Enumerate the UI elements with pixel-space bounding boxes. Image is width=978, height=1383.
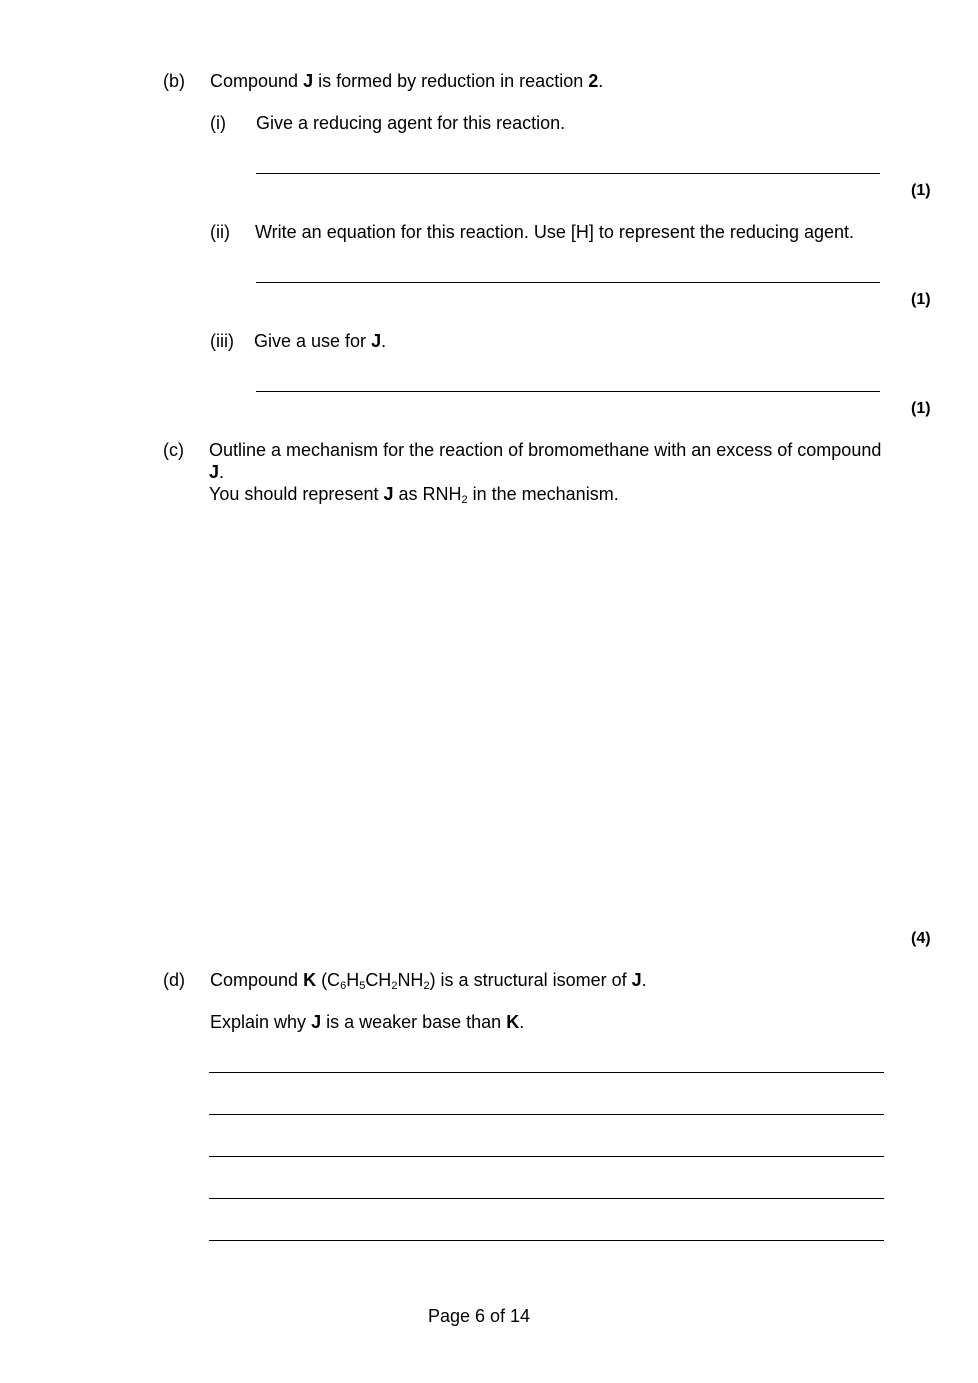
- part-d-stem: Compound K $(C_6H_5CH_2NH_2)$ is a structural isomer of J.: [210, 970, 647, 992]
- part-b-i-label: (i): [210, 113, 226, 133]
- answer-line-d-2[interactable]: [209, 1114, 884, 1115]
- answer-line-d-4[interactable]: [209, 1198, 884, 1199]
- part-c-line2: J.: [209, 462, 225, 482]
- part-d-label: (d): [163, 970, 185, 990]
- marks-c: (4): [911, 930, 931, 947]
- part-c-line3: You should represent J as $RNH_2$ in the mechanism.: [209, 484, 619, 506]
- part-b-iii-question: Give a use for J.: [254, 331, 387, 351]
- answer-line-b-iii[interactable]: [256, 391, 880, 392]
- part-d-explain: Explain why J is a weaker base than K.: [210, 1012, 525, 1032]
- answer-line-b-i[interactable]: [256, 173, 880, 174]
- part-b-ii-question: Write an equation for this reaction. Use [H] to represent the reducing agent.: [255, 222, 855, 242]
- answer-line-d-3[interactable]: [209, 1156, 884, 1157]
- mechanism-answer-space[interactable]: [209, 515, 885, 915]
- part-b-label: (b): [163, 71, 185, 91]
- part-b-ii-label: (ii): [210, 222, 230, 242]
- part-c-line1: Outline a mechanism for the reaction of bromomethane with an excess of compound: [209, 440, 882, 460]
- answer-line-d-5[interactable]: [209, 1240, 884, 1241]
- part-b-i-question: Give a reducing agent for this reaction.: [256, 113, 566, 133]
- page-number: Page 6 of 14: [427, 1306, 531, 1326]
- marks-b-ii: (1): [911, 291, 931, 308]
- answer-line-b-ii[interactable]: [256, 282, 880, 283]
- part-b-iii-label: (iii): [210, 331, 234, 351]
- marks-b-i: (1): [911, 182, 931, 199]
- part-b-stem: Compound J is formed by reduction in reaction 2.: [210, 71, 604, 91]
- part-c-label: (c): [163, 440, 184, 460]
- answer-line-d-1[interactable]: [209, 1072, 884, 1073]
- marks-b-iii: (1): [911, 400, 931, 417]
